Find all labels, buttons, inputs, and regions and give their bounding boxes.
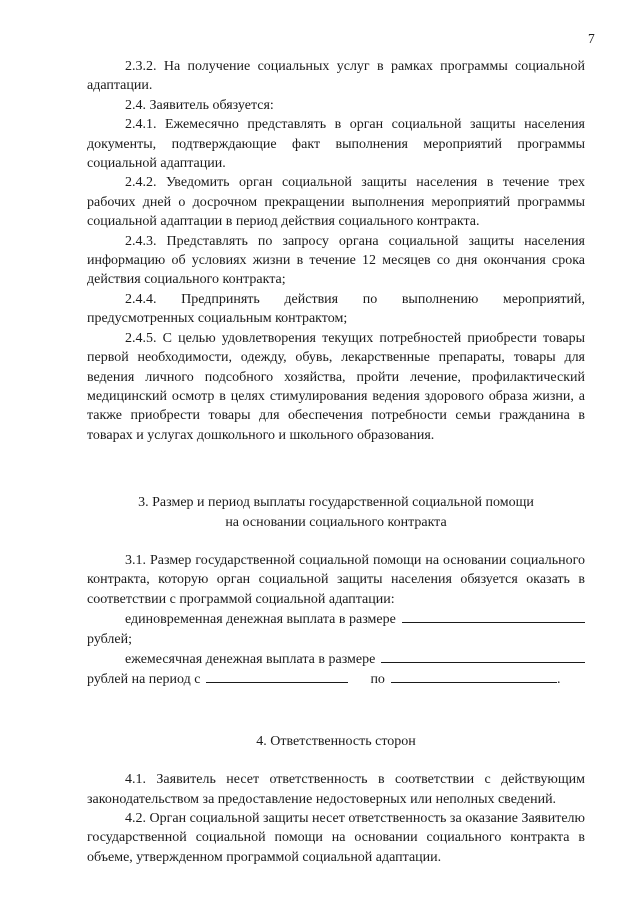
- paragraph-2-4-1: 2.4.1. Ежемесячно представлять в орган социальной защиты населения документы, подтверждающие факт выполнения мероприятий программы социальной адаптации.: [87, 117, 585, 172]
- monthly-line: [87, 649, 585, 669]
- lump-sum-line: [87, 609, 585, 629]
- paragraph-3-1: 3.1. Размер государственной социальной помощи на основании социального контракта, которую орган социальной защиты населения обязуется оказать в соответствии с программой социальной адаптации:: [87, 552, 585, 607]
- period-from-label: рублей на период с: [87, 672, 201, 688]
- paragraph-4-1: 4.1. Заявитель несет ответственность в соответствии с действующим законодательством за предоставление недостоверных или неполных сведений.: [87, 772, 585, 807]
- spacer: [87, 532, 585, 551]
- section-4-heading: 4. Ответственность сторон: [256, 733, 416, 749]
- spacer: [87, 445, 585, 493]
- spacer: [87, 690, 585, 732]
- paragraph-2-4-4: 2.4.4. Предпринять действия по выполнению мероприятий, предусмотренных социальным контрактом;: [87, 291, 585, 327]
- paragraph-2-4-3: 2.4.3. Представлять по запросу органа социальной защиты населения информацию об условиях жизни в течение 12 месяцев со дня окончания срока действия социального контракта;: [87, 233, 585, 288]
- rubles-label: рублей;: [87, 631, 132, 647]
- period-from-blank[interactable]: [206, 669, 348, 683]
- paragraph-4-2: 4.2. Орган социальной защиты несет ответственность за оказание Заявителю государственной социальной помощи на основании социального контракта в объеме, утвержденном программой социальной адаптации.: [87, 811, 585, 865]
- lump-sum-label: единовременная денежная выплата в размере: [125, 612, 396, 628]
- lump-sum-blank[interactable]: [402, 609, 585, 623]
- spacer: [87, 751, 585, 770]
- page-number: 7: [588, 31, 595, 46]
- paragraph-2-4: 2.4. Заявитель обязуется:: [125, 97, 274, 113]
- period-line: [87, 669, 585, 689]
- document-body: [87, 57, 585, 867]
- paragraph-2-4-5: 2.4.5. С целью удовлетворения текущих потребностей приобрести товары первой необходимости, одежду, обувь, лекарственные препараты, товары для ведения личного подсобного хозяйства, пройти лечение, профилактический медицинский осмотр в целях стимулирования ведения здорового образа жизни, а также приобрести товары для обеспечения потребности семьи гражданина в товарах и услугах дошкольного и школьного образования.: [87, 330, 585, 443]
- monthly-blank[interactable]: [381, 649, 585, 663]
- rubles-line: [87, 630, 585, 649]
- period-end: .: [556, 672, 561, 688]
- paragraph-2-4-2: 2.4.2. Уведомить орган социальной защиты населения в течение трех рабочих дней о досрочном прекращении выполнения мероприятий программы социальной адаптации в период действия социального контракта.: [87, 175, 585, 230]
- period-to-label: по: [370, 672, 385, 688]
- paragraph-2-3-2: 2.3.2. На получение социальных услуг в рамках программы социальной адаптации.: [87, 59, 585, 94]
- monthly-label: ежемесячная денежная выплата в размере: [125, 651, 376, 667]
- section-3-heading-line1: 3. Размер и период выплаты государственной социальной помощи: [138, 495, 534, 511]
- period-to-blank[interactable]: [391, 669, 557, 683]
- section-3-heading-line2: на основании социального контракта: [225, 514, 447, 530]
